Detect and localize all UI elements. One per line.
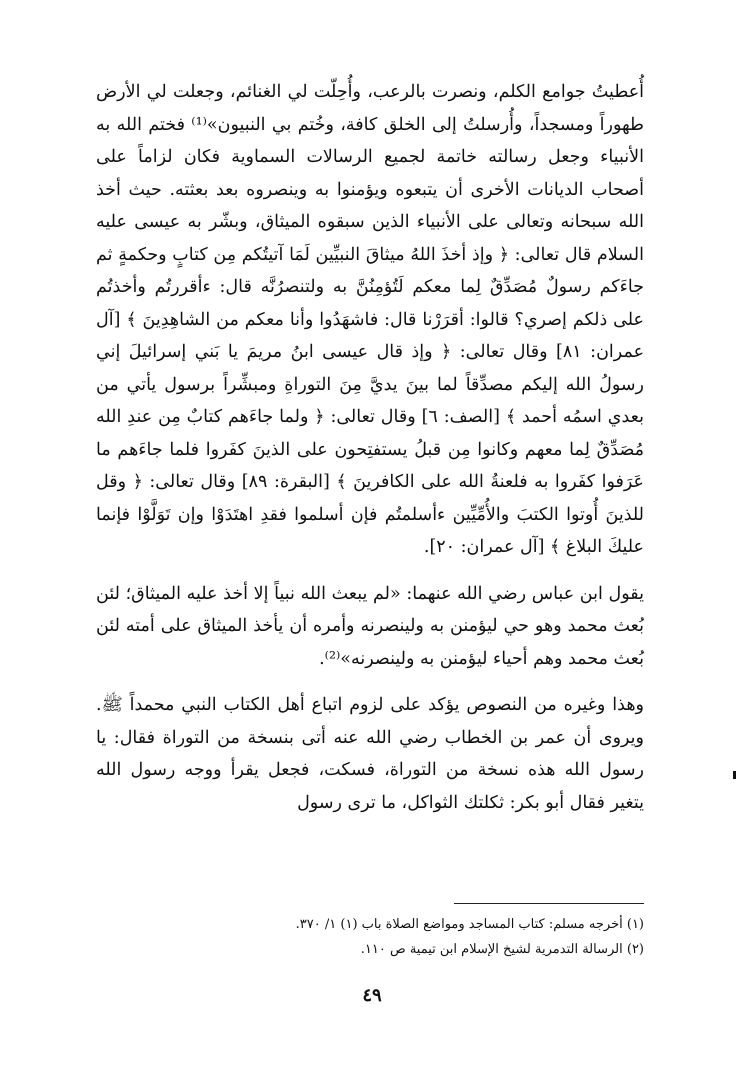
footnote-divider (454, 903, 644, 904)
margin-mark (733, 771, 736, 779)
footnote-2: (٢) الرسالة التدمرية لشيخ الإسلام ابن تيمية ص ١١٠. (360, 942, 644, 957)
page-number: ٤٩ (362, 985, 382, 1006)
paragraph-1: أُعطيتُ جوامع الكلم، ونصرت بالرعب، وأُحِلّت لي الغنائم، وجعلت لي الأرض طهوراً ومسجداً، وأُرسلتُ إلى الخلق كافة، وخُتم بي النبيون»⁽¹⁾ فختم الله به الأنبياء وجعل رسالته خاتمة لجميع الرسالات السماوية فكان لزاماً على أصحاب الديانات الأخرى أن يتبعوه ويؤمنوا به وينصروه بعد بعثته. حيث أخذ الله سبحانه وتعالى على الأنبياء الذين سبقوه الميثاق، وبشّر به عيسى عليه السلام قال تعالى: ﴿ وإذ أخذَ اللهُ ميثاقَ النبيِّين لَمَا آتيتُكم مِن كتابٍ وحكمةٍ ثم جاءَكم رسولٌ مُصَدِّقٌ لِما معكم لَتُؤمِنُنَّ به ولتنصرُنَّه قال: ءأقررتُم وأخذتُم على ذلكم إصري؟ قالوا: أقرَرْنا قال: فاشهَدُوا وأنا معكم من الشاهِدِينَ ﴾ [آل عمران: ٨١] وقال تعالى: ﴿ وإذ قال عيسى ابنُ مريمَ يا بَني إسرائيلَ إني رسولُ الله إليكم مصدِّقاً لما بينَ يديَّ مِنَ التوراةِ ومبشِّراً برسول يأتي من بعدي اسمُه أحمد ﴾ [الصف: ٦] وقال تعالى: ﴿ ولما جاءَهم كتابٌ مِن عندِ الله مُصَدِّقٌ لِما معهم وكانوا مِن قبلُ يستفتِحون على الذينَ كفَروا فلما جاءَهم ما عَرَفوا كفَروا به فلعنةُ الله على الكافرينَ ﴾ [البقرة: ٨٩] وقال تعالى: ﴿ وقل للذينَ أُوتوا الكتبَ والأُمِّيِّين ءأسلمتُم فإن أسلموا فقدِ اهتَدَوْا وإن تَوَلَّوْا فإنما عليكَ البلاغ ﴾ [آل عمران: ٢٠]. (96, 82, 645, 557)
page-body (96, 76, 644, 819)
paragraph-2: يقول ابن عباس رضي الله عنهما: «لم يبعث الله نبياً إلا أخذ عليه الميثاق؛ لئن بُعث محمد وهو حي ليؤمنن به ولينصرنه وأمره أن يأخذ الميثاق على أمته لئن بُعث محمد وهم أحياء ليؤمنن به ولينصرنه»⁽²⁾. (96, 583, 644, 669)
paragraph-3: وهذا وغيره من النصوص يؤكد على لزوم اتباع أهل الكتاب النبي محمداً ﷺ. ويروى أن عمر بن الخطاب رضي الله عنه أتى بنسخة من التوراة فقال: يا رسول الله هذه نسخة من التوراة، فسكت، فجعل يقرأ ووجه رسول الله يتغير فقال أبو بكر: ثكلتك الثواكل، ما ترى رسول (96, 695, 644, 813)
footnote-1: (١) أخرجه مسلم: كتاب المساجد ومواضع الصلاة باب (١) ١/ ٣٧٠. (295, 917, 644, 932)
footnotes (96, 903, 644, 962)
